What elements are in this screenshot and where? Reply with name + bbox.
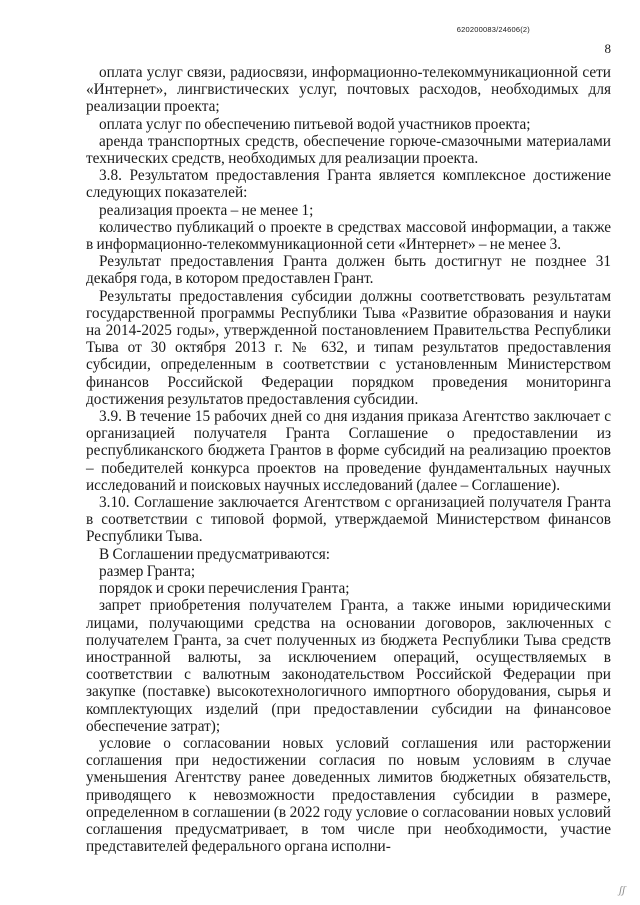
signature-mark: ʃʃ [619,884,626,896]
paragraph-results-program: Результаты предоставления субсидии должны соответствовать результатам государственной программы Республики Тыва «Развитие образования и науки на 2014-2025 годы», утвержденной постановлением Правительства Республики Тыва от 30 октября 2013 г. № 632, и типам результатов предоставления субсидии, определенным в соответствии с установленным Министерством финансов Российской Федерации порядком проведения мониторинга достижения результатов предоставления субсидии. [86,287,611,408]
paragraph-3-9: 3.9. В течение 15 рабочих дней со дня издания приказа Агентство заключает с организацией получателя Гранта Соглашение о предоставлении из республиканского бюджета Грантов в форме субсидий на реализацию проектов – победителей конкурса проектов на проведение фундаментальных научных исследований и поисковых научных исследований (далее – Соглашение). [86,408,611,494]
paragraph-transport-rental: аренда транспортных средств, обеспечение горюче-смазочными материалами технических средств, необходимых для реализации проекта. [86,132,611,168]
paragraph-grant-size: размер Гранта; [99,562,196,580]
paragraph-currency-ban: запрет приобретения получателем Гранта, а также иными юридическими лицами, получающими средства на основании договоров, заключенных с получателем Гранта, за счет полученных из бюджета Республики Тыва средств иностранной валюты, за исключением операций, осуществляемых в соответствии с валютным законодательством Российской Федерации при закупке (поставке) высокотехнологичного импортного оборудования, сырья и комплектующих изделий (при предоставлении субсидии на финансовое обеспечение затрат); [86,597,611,735]
paragraph-3-8: 3.8. Результатом предоставления Гранта является комплексное достижение следующих показателей: [86,167,611,202]
document-body [86,64,611,855]
paragraph-agreement-provides: В Соглашении предусматриваются: [99,545,331,563]
paragraph-3-10: 3.10. Соглашение заключается Агентством с организацией получателя Гранта в соответствии с типовой формой, утверждаемой Министерством финансов Республики Тыва. [86,494,611,546]
page-number: 8 [604,41,611,56]
paragraph-transfer-terms: порядок и сроки перечисления Гранта; [99,580,350,598]
paragraph-water-costs: оплата услуг по обеспечению питьевой водой участников проекта; [99,115,531,133]
paragraph-communication-costs: оплата услуг связи, радиосвязи, информационно-телекоммуникационной сети «Интернет», лингвистических услуг, почтовых расходов, необходимых для реализации проекта; [86,64,611,116]
paragraph-indicator-1: реализация проекта – не менее 1; [99,201,314,219]
paragraph-indicator-2: количество публикаций о проекте в средствах массовой информации, а также в информационно-телекоммуникационной сети «Интернет» – не менее 3. [86,218,611,254]
paragraph-result-deadline: Результат предоставления Гранта должен быть достигнут не позднее 31 декабря года, в котором предоставлен Грант. [86,253,611,288]
paragraph-new-conditions: условие о согласовании новых условий соглашения или расторжении соглашения при недостижении согласия по новым условиям в случае уменьшения Агентству ранее доведенных лимитов бюджетных обязательств, приводящего к невозможности предоставления субсидии в размере, определенном в соглашении (в 2022 году условие о согласовании новых условий соглашения предусматривает, в том числе при необходимости, участие представителей федерального органа исполни- [86,734,611,856]
document-code: 620200083/24606(2) [456,25,530,34]
